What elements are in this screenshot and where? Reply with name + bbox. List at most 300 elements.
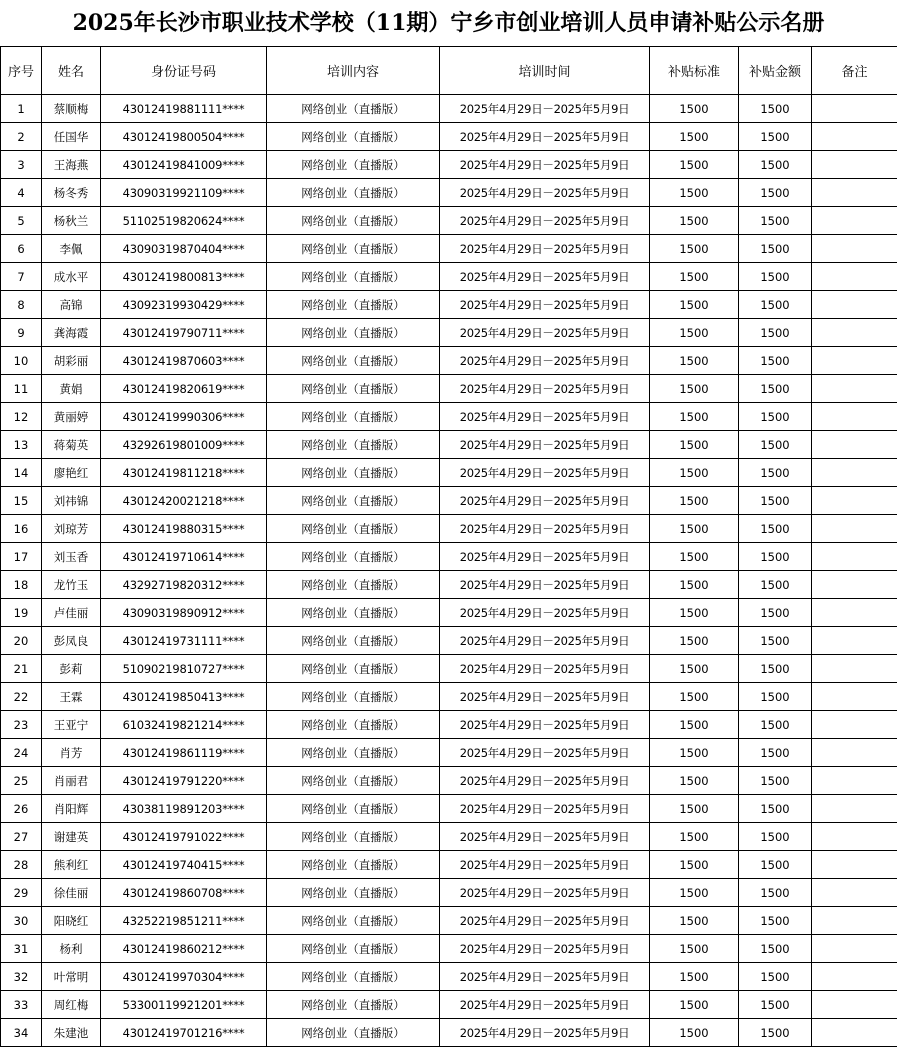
subsidy-standard-cell: 1500 (650, 207, 739, 235)
name-cell: 熊利红 (42, 851, 101, 879)
course-cell: 网络创业（直播版） (267, 795, 440, 823)
subsidy-standard-cell: 1500 (650, 263, 739, 291)
table-row (1, 683, 897, 711)
subsidy-standard-cell: 1500 (650, 627, 739, 655)
id-number-cell: 43012419790711**** (101, 319, 267, 347)
subsidy-standard-cell: 1500 (650, 459, 739, 487)
table-row (1, 151, 897, 179)
name-cell: 黄丽婷 (42, 403, 101, 431)
period-cell: 2025年4月29日－2025年5月9日 (440, 459, 650, 487)
row-number-cell: 9 (1, 319, 42, 347)
row-number-cell: 28 (1, 851, 42, 879)
subsidy-standard-cell: 1500 (650, 907, 739, 935)
id-number-cell: 43012419820619**** (101, 375, 267, 403)
table-row (1, 991, 897, 1019)
subsidy-standard-cell: 1500 (650, 95, 739, 123)
period-cell: 2025年4月29日－2025年5月9日 (440, 1019, 650, 1047)
subsidy-amount-cell: 1500 (739, 291, 812, 319)
subsidy-amount-cell: 1500 (739, 851, 812, 879)
name-cell: 杨秋兰 (42, 207, 101, 235)
id-number-cell: 43012419811218**** (101, 459, 267, 487)
note-cell (812, 879, 897, 907)
period-cell: 2025年4月29日－2025年5月9日 (440, 655, 650, 683)
course-cell: 网络创业（直播版） (267, 515, 440, 543)
note-cell (812, 403, 897, 431)
table-row (1, 235, 897, 263)
table-row (1, 963, 897, 991)
subsidy-standard-cell: 1500 (650, 795, 739, 823)
note-cell (812, 431, 897, 459)
period-cell: 2025年4月29日－2025年5月9日 (440, 515, 650, 543)
period-cell: 2025年4月29日－2025年5月9日 (440, 711, 650, 739)
table-row (1, 879, 897, 907)
table-row (1, 655, 897, 683)
row-number-cell: 5 (1, 207, 42, 235)
id-number-cell: 43292619801009**** (101, 431, 267, 459)
row-number-cell: 33 (1, 991, 42, 1019)
note-cell (812, 235, 897, 263)
subsidy-standard-cell: 1500 (650, 543, 739, 571)
row-number-cell: 18 (1, 571, 42, 599)
row-number-cell: 1 (1, 95, 42, 123)
table-row (1, 767, 897, 795)
period-cell: 2025年4月29日－2025年5月9日 (440, 851, 650, 879)
subsidy-standard-cell: 1500 (650, 963, 739, 991)
subsidy-standard-cell: 1500 (650, 683, 739, 711)
subsidy-standard-cell: 1500 (650, 935, 739, 963)
note-cell (812, 543, 897, 571)
id-number-cell: 43012419791220**** (101, 767, 267, 795)
period-cell: 2025年4月29日－2025年5月9日 (440, 543, 650, 571)
subsidy-amount-cell: 1500 (739, 739, 812, 767)
course-cell: 网络创业（直播版） (267, 235, 440, 263)
row-number-cell: 29 (1, 879, 42, 907)
period-cell: 2025年4月29日－2025年5月9日 (440, 599, 650, 627)
id-number-cell: 43012419880315**** (101, 515, 267, 543)
table-row (1, 795, 897, 823)
note-cell (812, 599, 897, 627)
table-row (1, 627, 897, 655)
note-cell (812, 95, 897, 123)
id-number-cell: 43012420021218**** (101, 487, 267, 515)
subsidy-standard-cell: 1500 (650, 851, 739, 879)
subsidy-amount-cell: 1500 (739, 179, 812, 207)
name-cell: 周红梅 (42, 991, 101, 1019)
row-number-cell: 7 (1, 263, 42, 291)
header-cell: 补贴金额 (739, 47, 812, 95)
subsidy-standard-cell: 1500 (650, 431, 739, 459)
table-row (1, 403, 897, 431)
note-cell (812, 123, 897, 151)
id-number-cell: 43292719820312**** (101, 571, 267, 599)
course-cell: 网络创业（直播版） (267, 739, 440, 767)
course-cell: 网络创业（直播版） (267, 375, 440, 403)
note-cell (812, 655, 897, 683)
subsidy-amount-cell: 1500 (739, 655, 812, 683)
subsidy-amount-cell: 1500 (739, 991, 812, 1019)
subsidy-standard-cell: 1500 (650, 291, 739, 319)
note-cell (812, 151, 897, 179)
row-number-cell: 10 (1, 347, 42, 375)
name-cell: 任国华 (42, 123, 101, 151)
name-cell: 叶常明 (42, 963, 101, 991)
id-number-cell: 43012419990306**** (101, 403, 267, 431)
note-cell (812, 851, 897, 879)
row-number-cell: 20 (1, 627, 42, 655)
id-number-cell: 43012419740415**** (101, 851, 267, 879)
table-body (1, 95, 897, 1047)
id-number-cell: 43012419861119**** (101, 739, 267, 767)
name-cell: 肖芳 (42, 739, 101, 767)
course-cell: 网络创业（直播版） (267, 767, 440, 795)
table-row (1, 739, 897, 767)
period-cell: 2025年4月29日－2025年5月9日 (440, 683, 650, 711)
note-cell (812, 935, 897, 963)
id-number-cell: 43012419701216**** (101, 1019, 267, 1047)
name-cell: 王霖 (42, 683, 101, 711)
table-row (1, 1019, 897, 1047)
period-cell: 2025年4月29日－2025年5月9日 (440, 263, 650, 291)
row-number-cell: 3 (1, 151, 42, 179)
subsidy-amount-cell: 1500 (739, 235, 812, 263)
id-number-cell: 43012419731111**** (101, 627, 267, 655)
row-number-cell: 24 (1, 739, 42, 767)
table-row (1, 95, 897, 123)
subsidy-standard-cell: 1500 (650, 515, 739, 543)
id-number-cell: 43012419970304**** (101, 963, 267, 991)
id-number-cell: 43012419710614**** (101, 543, 267, 571)
period-cell: 2025年4月29日－2025年5月9日 (440, 907, 650, 935)
subsidy-amount-cell: 1500 (739, 95, 812, 123)
subsidy-amount-cell: 1500 (739, 543, 812, 571)
table-row (1, 459, 897, 487)
course-cell: 网络创业（直播版） (267, 683, 440, 711)
note-cell (812, 627, 897, 655)
row-number-cell: 22 (1, 683, 42, 711)
course-cell: 网络创业（直播版） (267, 711, 440, 739)
name-cell: 朱建池 (42, 1019, 101, 1047)
note-cell (812, 991, 897, 1019)
table-row (1, 851, 897, 879)
table-row (1, 515, 897, 543)
row-number-cell: 30 (1, 907, 42, 935)
row-number-cell: 15 (1, 487, 42, 515)
id-number-cell: 43012419800813**** (101, 263, 267, 291)
subsidy-amount-cell: 1500 (739, 403, 812, 431)
period-cell: 2025年4月29日－2025年5月9日 (440, 935, 650, 963)
row-number-cell: 12 (1, 403, 42, 431)
table-row (1, 431, 897, 459)
name-cell: 肖丽君 (42, 767, 101, 795)
subsidy-amount-cell: 1500 (739, 263, 812, 291)
name-cell: 彭莉 (42, 655, 101, 683)
id-number-cell: 43012419791022**** (101, 823, 267, 851)
header-cell: 备注 (812, 47, 897, 95)
name-cell: 刘祎锦 (42, 487, 101, 515)
period-cell: 2025年4月29日－2025年5月9日 (440, 571, 650, 599)
subsidy-standard-cell: 1500 (650, 655, 739, 683)
note-cell (812, 207, 897, 235)
id-number-cell: 61032419821214**** (101, 711, 267, 739)
row-number-cell: 17 (1, 543, 42, 571)
name-cell: 蒋菊英 (42, 431, 101, 459)
table-row (1, 571, 897, 599)
course-cell: 网络创业（直播版） (267, 319, 440, 347)
course-cell: 网络创业（直播版） (267, 1019, 440, 1047)
name-cell: 刘玉香 (42, 543, 101, 571)
header-cell: 培训内容 (267, 47, 440, 95)
row-number-cell: 11 (1, 375, 42, 403)
course-cell: 网络创业（直播版） (267, 627, 440, 655)
course-cell: 网络创业（直播版） (267, 879, 440, 907)
period-cell: 2025年4月29日－2025年5月9日 (440, 207, 650, 235)
table-row (1, 347, 897, 375)
id-number-cell: 43012419881111**** (101, 95, 267, 123)
id-number-cell: 43012419850413**** (101, 683, 267, 711)
note-cell (812, 1019, 897, 1047)
subsidy-roster-table (0, 46, 897, 1047)
note-cell (812, 683, 897, 711)
id-number-cell: 43038119891203**** (101, 795, 267, 823)
id-number-cell: 43012419841009**** (101, 151, 267, 179)
note-cell (812, 767, 897, 795)
note-cell (812, 823, 897, 851)
subsidy-standard-cell: 1500 (650, 571, 739, 599)
id-number-cell: 43012419800504**** (101, 123, 267, 151)
subsidy-standard-cell: 1500 (650, 711, 739, 739)
course-cell: 网络创业（直播版） (267, 263, 440, 291)
period-cell: 2025年4月29日－2025年5月9日 (440, 179, 650, 207)
subsidy-standard-cell: 1500 (650, 991, 739, 1019)
subsidy-amount-cell: 1500 (739, 627, 812, 655)
table-row (1, 207, 897, 235)
course-cell: 网络创业（直播版） (267, 655, 440, 683)
subsidy-amount-cell: 1500 (739, 767, 812, 795)
header-cell: 补贴标准 (650, 47, 739, 95)
course-cell: 网络创业（直播版） (267, 347, 440, 375)
note-cell (812, 907, 897, 935)
row-number-cell: 13 (1, 431, 42, 459)
header-cell: 姓名 (42, 47, 101, 95)
name-cell: 阳晓红 (42, 907, 101, 935)
table-row (1, 375, 897, 403)
header-cell: 培训时间 (440, 47, 650, 95)
period-cell: 2025年4月29日－2025年5月9日 (440, 291, 650, 319)
subsidy-amount-cell: 1500 (739, 347, 812, 375)
period-cell: 2025年4月29日－2025年5月9日 (440, 403, 650, 431)
note-cell (812, 487, 897, 515)
name-cell: 李佩 (42, 235, 101, 263)
name-cell: 徐佳丽 (42, 879, 101, 907)
row-number-cell: 23 (1, 711, 42, 739)
name-cell: 彭凤良 (42, 627, 101, 655)
table-row (1, 711, 897, 739)
table-row (1, 823, 897, 851)
subsidy-amount-cell: 1500 (739, 431, 812, 459)
subsidy-amount-cell: 1500 (739, 319, 812, 347)
course-cell: 网络创业（直播版） (267, 151, 440, 179)
course-cell: 网络创业（直播版） (267, 123, 440, 151)
row-number-cell: 8 (1, 291, 42, 319)
note-cell (812, 515, 897, 543)
period-cell: 2025年4月29日－2025年5月9日 (440, 487, 650, 515)
course-cell: 网络创业（直播版） (267, 459, 440, 487)
subsidy-amount-cell: 1500 (739, 599, 812, 627)
note-cell (812, 179, 897, 207)
id-number-cell: 43012419860212**** (101, 935, 267, 963)
course-cell: 网络创业（直播版） (267, 823, 440, 851)
period-cell: 2025年4月29日－2025年5月9日 (440, 879, 650, 907)
course-cell: 网络创业（直播版） (267, 991, 440, 1019)
course-cell: 网络创业（直播版） (267, 935, 440, 963)
note-cell (812, 347, 897, 375)
period-cell: 2025年4月29日－2025年5月9日 (440, 375, 650, 403)
subsidy-amount-cell: 1500 (739, 683, 812, 711)
table-row (1, 543, 897, 571)
table-header-row (1, 47, 897, 95)
row-number-cell: 6 (1, 235, 42, 263)
course-cell: 网络创业（直播版） (267, 95, 440, 123)
period-cell: 2025年4月29日－2025年5月9日 (440, 767, 650, 795)
note-cell (812, 711, 897, 739)
subsidy-standard-cell: 1500 (650, 319, 739, 347)
header-cell: 身份证号码 (101, 47, 267, 95)
subsidy-amount-cell: 1500 (739, 935, 812, 963)
row-number-cell: 25 (1, 767, 42, 795)
subsidy-standard-cell: 1500 (650, 151, 739, 179)
course-cell: 网络创业（直播版） (267, 907, 440, 935)
id-number-cell: 51102519820624**** (101, 207, 267, 235)
id-number-cell: 43090319921109**** (101, 179, 267, 207)
row-number-cell: 2 (1, 123, 42, 151)
subsidy-standard-cell: 1500 (650, 403, 739, 431)
row-number-cell: 21 (1, 655, 42, 683)
subsidy-amount-cell: 1500 (739, 711, 812, 739)
subsidy-standard-cell: 1500 (650, 347, 739, 375)
subsidy-standard-cell: 1500 (650, 739, 739, 767)
page-title: 2025年长沙市职业技术学校（11期）宁乡市创业培训人员申请补贴公示名册 (72, 10, 825, 36)
course-cell: 网络创业（直播版） (267, 403, 440, 431)
period-cell: 2025年4月29日－2025年5月9日 (440, 991, 650, 1019)
subsidy-standard-cell: 1500 (650, 123, 739, 151)
name-cell: 肖阳辉 (42, 795, 101, 823)
id-number-cell: 51090219810727**** (101, 655, 267, 683)
subsidy-amount-cell: 1500 (739, 907, 812, 935)
row-number-cell: 14 (1, 459, 42, 487)
name-cell: 黄娟 (42, 375, 101, 403)
course-cell: 网络创业（直播版） (267, 543, 440, 571)
header-cell: 序号 (1, 47, 42, 95)
name-cell: 廖艳红 (42, 459, 101, 487)
name-cell: 龙竹玉 (42, 571, 101, 599)
subsidy-standard-cell: 1500 (650, 179, 739, 207)
period-cell: 2025年4月29日－2025年5月9日 (440, 347, 650, 375)
period-cell: 2025年4月29日－2025年5月9日 (440, 235, 650, 263)
subsidy-amount-cell: 1500 (739, 487, 812, 515)
subsidy-amount-cell: 1500 (739, 571, 812, 599)
period-cell: 2025年4月29日－2025年5月9日 (440, 151, 650, 179)
period-cell: 2025年4月29日－2025年5月9日 (440, 319, 650, 347)
period-cell: 2025年4月29日－2025年5月9日 (440, 627, 650, 655)
subsidy-amount-cell: 1500 (739, 515, 812, 543)
row-number-cell: 19 (1, 599, 42, 627)
table-row (1, 599, 897, 627)
name-cell: 王亚宁 (42, 711, 101, 739)
row-number-cell: 27 (1, 823, 42, 851)
course-cell: 网络创业（直播版） (267, 571, 440, 599)
row-number-cell: 4 (1, 179, 42, 207)
table-row (1, 291, 897, 319)
subsidy-standard-cell: 1500 (650, 375, 739, 403)
row-number-cell: 32 (1, 963, 42, 991)
course-cell: 网络创业（直播版） (267, 431, 440, 459)
subsidy-standard-cell: 1500 (650, 823, 739, 851)
name-cell: 蔡顺梅 (42, 95, 101, 123)
id-number-cell: 43092319930429**** (101, 291, 267, 319)
subsidy-amount-cell: 1500 (739, 963, 812, 991)
table-row (1, 487, 897, 515)
row-number-cell: 34 (1, 1019, 42, 1047)
subsidy-amount-cell: 1500 (739, 375, 812, 403)
note-cell (812, 571, 897, 599)
period-cell: 2025年4月29日－2025年5月9日 (440, 963, 650, 991)
subsidy-standard-cell: 1500 (650, 487, 739, 515)
note-cell (812, 739, 897, 767)
name-cell: 杨利 (42, 935, 101, 963)
name-cell: 王海燕 (42, 151, 101, 179)
name-cell: 成水平 (42, 263, 101, 291)
subsidy-standard-cell: 1500 (650, 879, 739, 907)
course-cell: 网络创业（直播版） (267, 963, 440, 991)
course-cell: 网络创业（直播版） (267, 487, 440, 515)
note-cell (812, 375, 897, 403)
subsidy-standard-cell: 1500 (650, 767, 739, 795)
table-row (1, 263, 897, 291)
note-cell (812, 963, 897, 991)
period-cell: 2025年4月29日－2025年5月9日 (440, 431, 650, 459)
period-cell: 2025年4月29日－2025年5月9日 (440, 95, 650, 123)
table-row (1, 319, 897, 347)
note-cell (812, 263, 897, 291)
note-cell (812, 795, 897, 823)
table-row (1, 179, 897, 207)
subsidy-amount-cell: 1500 (739, 879, 812, 907)
name-cell: 刘琼芳 (42, 515, 101, 543)
table-row (1, 935, 897, 963)
course-cell: 网络创业（直播版） (267, 207, 440, 235)
course-cell: 网络创业（直播版） (267, 291, 440, 319)
subsidy-standard-cell: 1500 (650, 1019, 739, 1047)
course-cell: 网络创业（直播版） (267, 179, 440, 207)
subsidy-amount-cell: 1500 (739, 207, 812, 235)
subsidy-amount-cell: 1500 (739, 151, 812, 179)
id-number-cell: 53300119921201**** (101, 991, 267, 1019)
subsidy-amount-cell: 1500 (739, 123, 812, 151)
row-number-cell: 31 (1, 935, 42, 963)
note-cell (812, 459, 897, 487)
period-cell: 2025年4月29日－2025年5月9日 (440, 795, 650, 823)
id-number-cell: 43012419860708**** (101, 879, 267, 907)
subsidy-amount-cell: 1500 (739, 795, 812, 823)
period-cell: 2025年4月29日－2025年5月9日 (440, 123, 650, 151)
note-cell (812, 291, 897, 319)
id-number-cell: 43012419870603**** (101, 347, 267, 375)
id-number-cell: 43090319870404**** (101, 235, 267, 263)
subsidy-standard-cell: 1500 (650, 599, 739, 627)
table-row (1, 907, 897, 935)
name-cell: 卢佳丽 (42, 599, 101, 627)
table-row (1, 123, 897, 151)
